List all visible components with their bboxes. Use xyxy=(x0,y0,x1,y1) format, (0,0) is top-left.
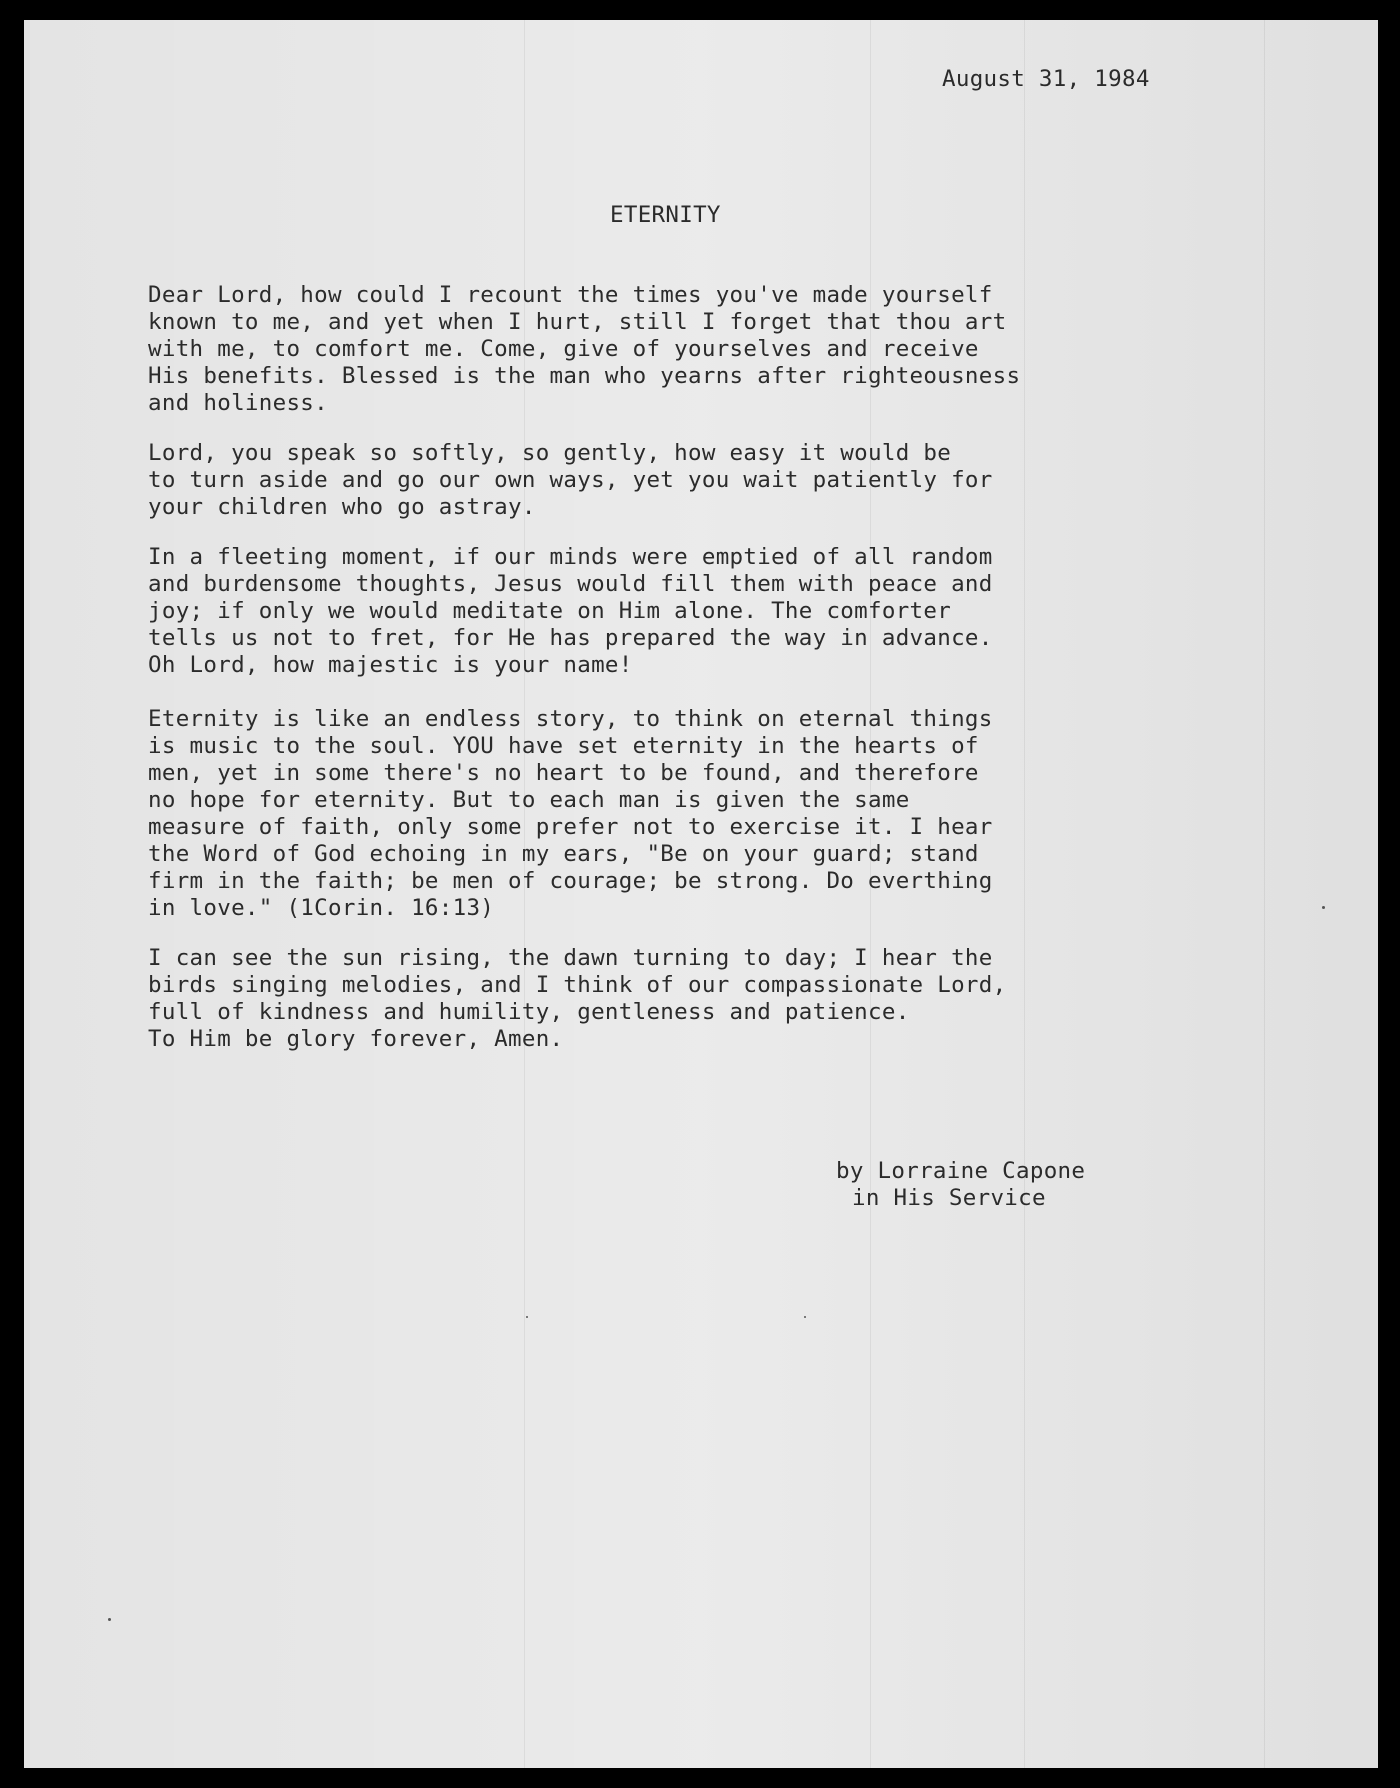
paragraph-4: Eternity is like an endless story, to think on eternal things is music to the soul. YOU have set eternity in the hearts of men, yet in some there's no heart to be found, and therefore no hope for eternity. But to each man is given the same measure of faith, only some prefer not to exercise it. I hear the Word of God echoing in my ears, "Be on your guard; stand firm in the faith; be men of courage; be strong. Do everthing in love." (1Corin. 16:13) xyxy=(148,706,993,921)
paragraph-3: In a fleeting moment, if our minds were emptied of all random and burdensome thoughts, Jesus would fill them with peace and joy; if only we would meditate on Him alone. The comforter tells us not to fret, for He has prepared the way in advance. Oh Lord, how majestic is your name! xyxy=(148,544,993,678)
paper-speck xyxy=(804,1316,806,1318)
paper-crease xyxy=(1024,20,1025,1768)
paragraph-1: Dear Lord, how could I recount the times you've made yourself known to me, and yet when I hurt, still I forget that thou art with me, to comfort me. Come, give of yourselves and receive His benefits. Blessed is the man who yearns after righteousness and holiness. xyxy=(148,282,1021,416)
paper-speck xyxy=(108,1618,111,1621)
signature-author: by Lorraine Capone xyxy=(836,1158,1086,1184)
signature-closing: in His Service xyxy=(852,1185,1046,1211)
document-page xyxy=(24,20,1378,1768)
paper-speck xyxy=(526,1316,528,1318)
document-title: ETERNITY xyxy=(610,202,721,228)
paragraph-2: Lord, you speak so softly, so gently, how easy it would be to turn aside and go our own ways, yet you wait patiently for your children who go astray. xyxy=(148,440,993,520)
paper-crease xyxy=(1264,20,1265,1768)
paper-speck xyxy=(1322,906,1325,909)
paragraph-5: I can see the sun rising, the dawn turning to day; I hear the birds singing melodies, and I think of our compassionate Lord, full of kindness and humility, gentleness and patience. To Him be glory forever, Amen. xyxy=(148,945,1007,1052)
document-date: August 31, 1984 xyxy=(942,66,1150,92)
